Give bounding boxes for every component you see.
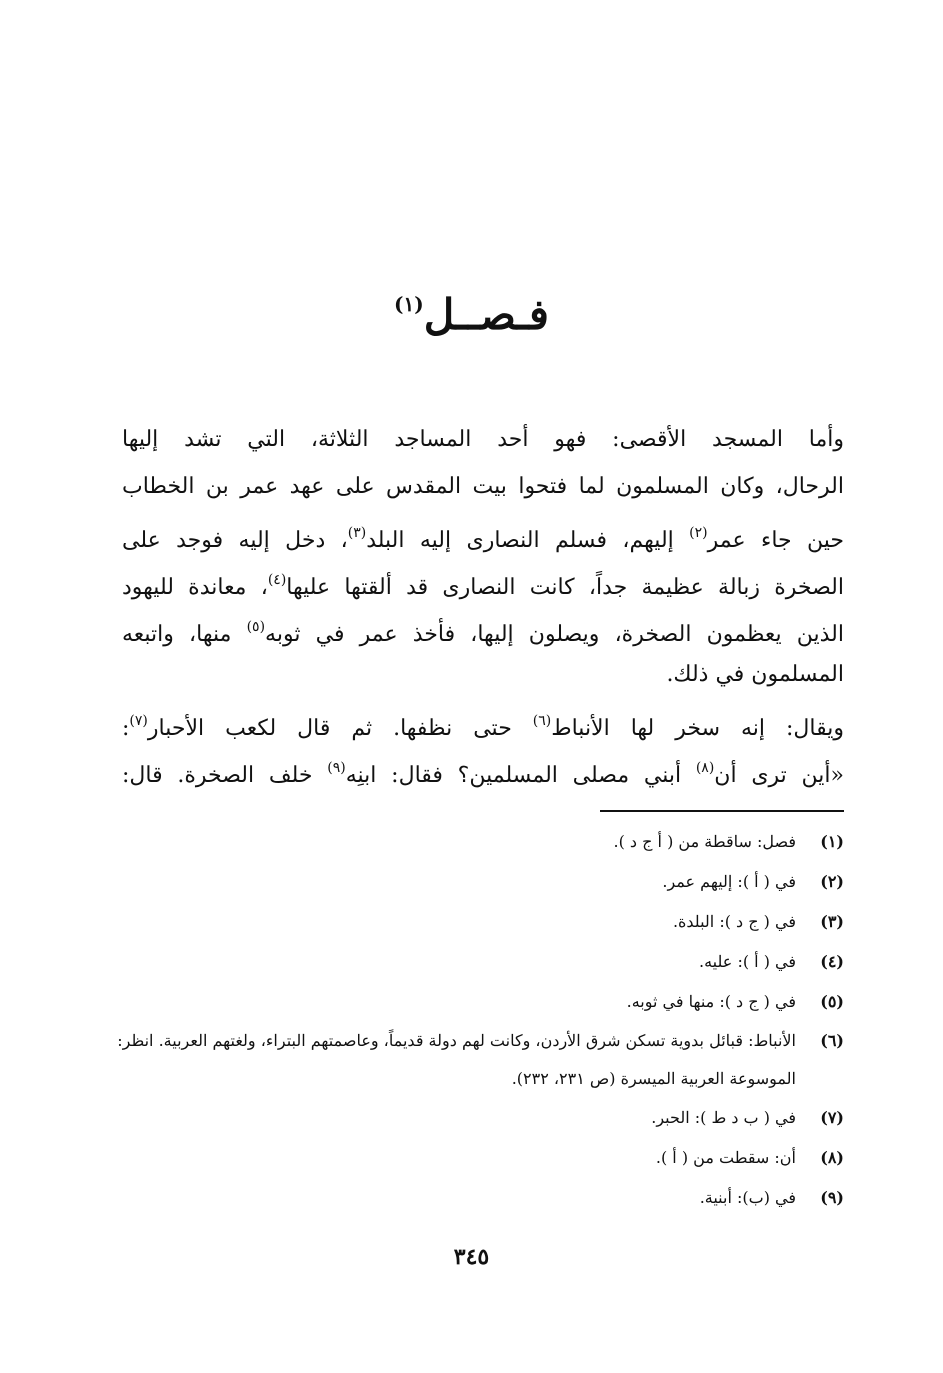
line-text: حين جاء عمر [707,528,845,553]
footnote-text: أن: سقطت من ( أ ). [655,1148,796,1167]
footnote-text: الأنباط: قبائل بدوية تسكن شرق الأردن، وكانت لهم دولة قديماً، وعاصمتهم البتراء، ولغتهم العربية. انظر: الموسوعة العربية الميسرة (ص ٢٣١، ٢٣٢). [117,1031,796,1088]
footnote-divider [600,810,844,812]
line-text: الرحال، وكان المسلمون لما فتحوا بيت المقدس على عهد عمر بن الخطاب [122,474,844,499]
footnote [110,982,844,1022]
footnote-text: في (ب): أبنية. [699,1188,796,1207]
footnote [110,902,844,942]
line-text: : [122,716,130,741]
footnote [110,942,844,982]
line-text: أبني مصلى المسلمين؟ فقال: ابنِه [345,763,696,788]
footnote-ref[interactable]: (٨) [695,760,715,776]
line-text: الصخرة زبالة عظيمة جداً، كانت النصارى قد ألقتها عليها [286,575,844,600]
line-text: وأما المسجد الأقصى: فهو أحد المساجد الثلاثة، التي تشد إليها [122,427,844,452]
footnotes [110,822,844,1218]
footnote-ref[interactable]: (٦) [532,713,552,729]
line-text: المسلمون في ذلك. [666,662,844,687]
footnote [110,1098,844,1138]
text-line [122,651,844,698]
text-line [122,604,844,651]
line-text: ، معاندة لليهود [122,575,268,600]
line-text: حتى نظفها. ثم قال لكعب الأحبار [147,716,533,741]
footnote [110,1022,844,1098]
footnote [110,1138,844,1178]
footnote-number: (٦) [820,1031,844,1050]
footnote-ref[interactable]: (٤) [267,572,287,588]
text-line [122,510,844,557]
page-number: ٣٤٥ [453,1244,490,1270]
line-text: «أين ترى أن [714,763,844,788]
line-text: إليهم، فسلم النصارى إليه البلد [366,528,690,553]
footnote-number: (٣) [820,912,844,931]
footnote-number: (٧) [820,1108,844,1127]
section-heading [0,290,943,339]
footnote-ref[interactable]: (٩) [327,760,346,776]
footnote-text: في ( ب د ط ): الحبر. [651,1108,796,1127]
footnote-text: في ( أ ): عليه. [699,952,796,971]
text-line [122,416,844,463]
line-text: خلف الصخرة. قال: [122,763,328,788]
footnote [110,1178,844,1218]
footnote-text: في ( أ ): إليهم عمر. [662,872,796,891]
line-text: الذين يعظمون الصخرة، ويصلون إليها، فأخذ عمر في ثوبه [265,622,844,647]
footnote-ref[interactable]: (٢) [689,525,708,541]
footnote-text: فصل: ساقطة من ( أ ج د ). [613,832,796,851]
text-line [122,463,844,510]
footnote-number: (٥) [820,992,844,1011]
text-line [122,745,844,792]
text-line [122,698,844,745]
heading-footnote-ref: (١) [394,292,424,316]
footnote-ref[interactable]: (٥) [246,619,266,635]
footnote-text: في ( ج د ): البلدة. [672,912,796,931]
footnote-number: (٩) [820,1188,844,1207]
line-text: ، دخل إليه فوجد على [122,528,348,553]
text-line [122,557,844,604]
footnote-ref[interactable]: (٧) [129,713,148,729]
main-text [122,416,844,792]
line-text: ويقال: إنه سخر لها الأنباط [551,716,844,741]
footnote-ref[interactable]: (٣) [347,525,367,541]
footnote-number: (١) [820,832,844,851]
footnote [110,862,844,902]
footnote-number: (٢) [820,872,844,891]
footnote-text: في ( ج د ): منها في ثوبه. [626,992,796,1011]
footnote-number: (٨) [820,1148,844,1167]
section-title: فـصــل [423,290,549,339]
footnote-number: (٤) [820,952,844,971]
line-text: منها، واتبعه [122,622,247,647]
footnote [110,822,844,862]
